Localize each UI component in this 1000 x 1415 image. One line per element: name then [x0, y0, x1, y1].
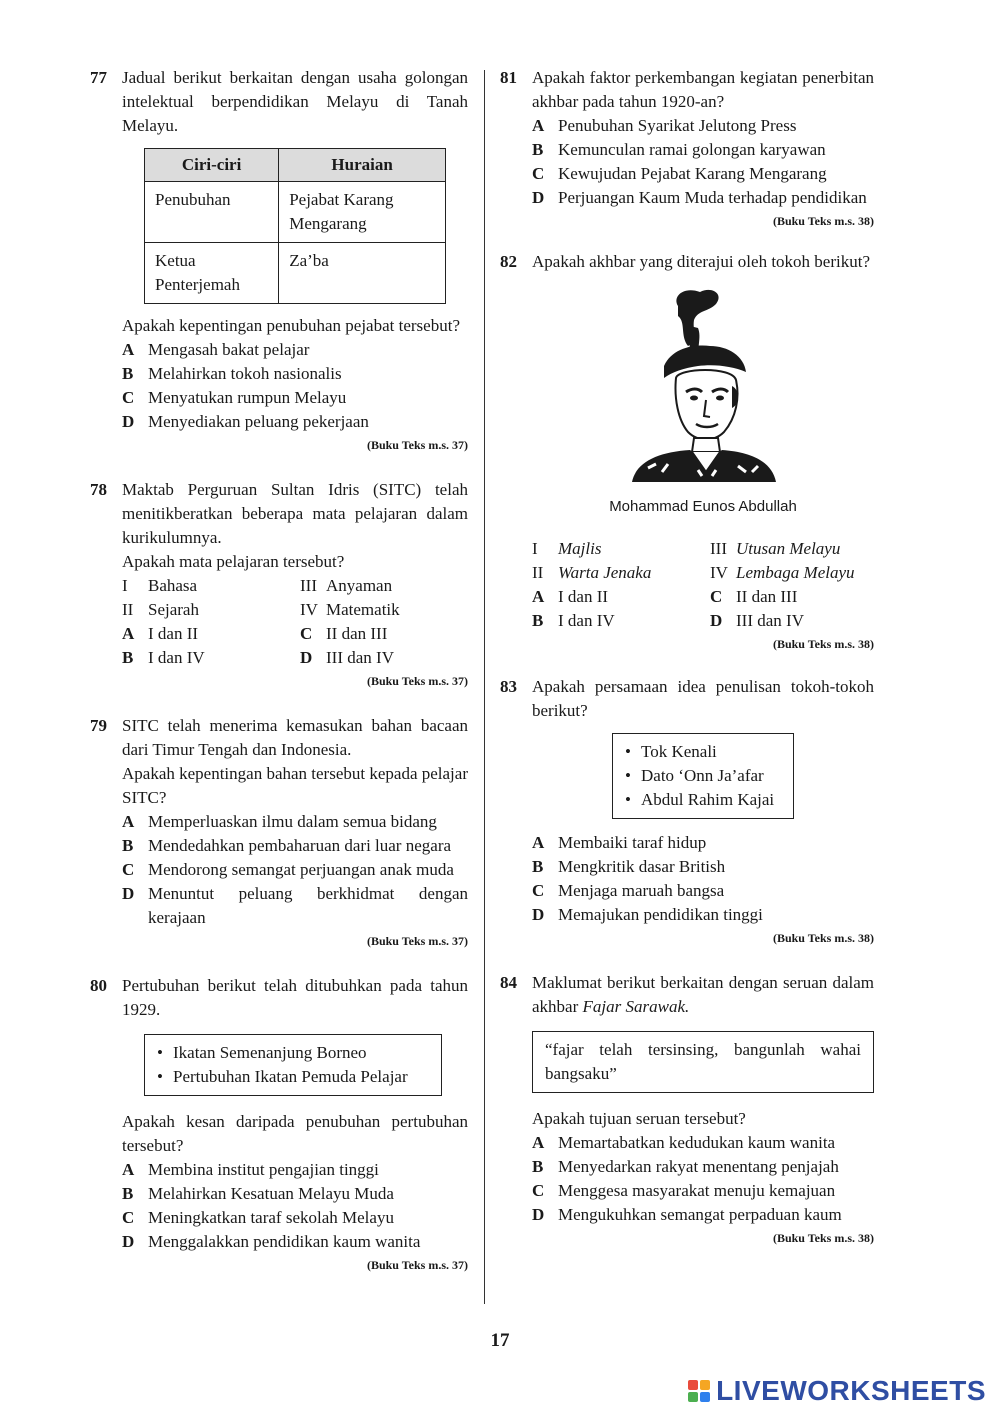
option-letter: D [532, 1205, 545, 1224]
option-text: Mengukuhkan semangat perpaduan kaum [558, 1205, 842, 1224]
left-column [90, 66, 468, 1274]
statement-text: Warta Jenaka [558, 563, 652, 582]
portrait-image [532, 286, 874, 519]
option-letter: B [532, 611, 544, 630]
option-letter: C [532, 881, 545, 900]
right-column [500, 66, 874, 1247]
option-letter: D [532, 905, 545, 924]
option-letter: B [122, 364, 134, 383]
option-letter: C [710, 587, 723, 606]
option-letter: D [710, 611, 723, 630]
question-number: 80 [90, 976, 107, 995]
option-text: Memartabatkan kedudukan kaum wanita [558, 1133, 836, 1152]
option-letter: C [122, 860, 135, 879]
option-text: Perjuangan Kaum Muda terhadap pendidikan [558, 188, 867, 207]
table-cell: Ketua Penterjemah [145, 243, 279, 304]
table-cell: Za’ba [279, 243, 446, 304]
option-letter: C [300, 624, 313, 643]
question-number: 83 [500, 677, 517, 696]
portrait-illustration [628, 286, 778, 482]
question-stem: Apakah persamaan idea penulisan tokoh-tokoh berikut? [532, 677, 874, 720]
table-cell: Penubuhan [145, 182, 279, 243]
logo-square [700, 1392, 710, 1402]
option-a[interactable] [122, 1158, 468, 1182]
option-text: Mendedahkan pembaharuan dari luar negara [148, 836, 452, 855]
option-b[interactable] [532, 1155, 874, 1179]
question-text: Apakah kesan daripada penubuhan pertubuhan tersebut? [122, 1112, 468, 1155]
question-stem: Apakah faktor perkembangan kegiatan penerbitan akhbar pada tahun 1920-an? [532, 68, 874, 111]
option-text: Mendorong semangat perjuangan anak muda [148, 860, 454, 879]
option-a[interactable] [122, 810, 468, 834]
option-text: Melahirkan Kesatuan Melayu Muda [148, 1184, 394, 1203]
option-b[interactable] [532, 609, 710, 633]
question-text: Apakah tujuan seruan tersebut? [532, 1109, 746, 1128]
option-text: III dan IV [736, 611, 804, 630]
textbook-reference: (Buku Teks m.s. 38) [772, 214, 874, 228]
question-text: Apakah kepentingan bahan tersebut kepada pelajar SITC? [122, 764, 468, 807]
option-c[interactable] [122, 1206, 468, 1230]
option-letter: C [532, 164, 545, 183]
organisation-box [144, 1034, 442, 1096]
statement-text: Bahasa [148, 576, 198, 595]
portrait-caption: Mohammad Eunos Abdullah [609, 498, 797, 515]
option-letter: A [532, 1133, 545, 1152]
question-number: 81 [500, 68, 517, 87]
option-letter: B [532, 857, 544, 876]
option-letter: B [122, 648, 134, 667]
newspaper-name: Fajar Sarawak. [582, 997, 690, 1016]
option-letter: D [122, 1232, 135, 1251]
stem-text: Maklumat berikut berkaitan dengan seruan dalam akhbar [532, 973, 874, 1016]
option-letter: B [122, 1184, 134, 1203]
statement-item [710, 561, 874, 585]
question-stem: Jadual berikut berkaitan dengan usaha golongan intelektual berpendidikan Melayu di Tanah Melayu. [122, 68, 468, 135]
statement-numeral: I [532, 539, 538, 558]
question-79 [90, 714, 468, 950]
option-b[interactable] [532, 855, 874, 879]
textbook-reference: (Buku Teks m.s. 38) [772, 637, 874, 651]
option-letter: D [122, 884, 135, 903]
table-header: Huraian [279, 149, 446, 182]
option-letter: A [122, 624, 135, 643]
option-b[interactable] [122, 646, 300, 670]
box-item: • Dato ‘Onn Ja’afar [625, 764, 781, 788]
question-number: 79 [90, 716, 107, 735]
page-number: 17 [490, 1330, 510, 1351]
option-letter: C [122, 388, 135, 407]
textbook-reference: (Buku Teks m.s. 38) [772, 1231, 874, 1245]
statement-item [532, 561, 710, 585]
option-text: II dan III [736, 587, 798, 606]
option-text: Menyedarkan rakyat menentang penjajah [558, 1157, 839, 1176]
figures-box [612, 733, 794, 819]
question-number: 78 [90, 480, 107, 499]
option-text: Meningkatkan taraf sekolah Melayu [148, 1208, 394, 1227]
statement-numeral: III [300, 576, 317, 595]
question-78 [90, 478, 468, 690]
option-text: I dan II [558, 587, 609, 606]
option-text: Menyediakan peluang pekerjaan [148, 412, 369, 431]
question-text: Apakah kepentingan penubuhan pejabat tersebut? [122, 316, 460, 335]
option-a[interactable] [532, 585, 710, 609]
statement-list [532, 537, 874, 633]
option-text: Menjaga maruah bangsa [558, 881, 725, 900]
option-text: I dan IV [558, 611, 615, 630]
option-text: I dan II [148, 624, 199, 643]
option-text: II dan III [326, 624, 388, 643]
statement-item [300, 598, 468, 622]
option-text: Penubuhan Syarikat Jelutong Press [558, 116, 797, 135]
option-text: Memajukan pendidikan tinggi [558, 905, 763, 924]
option-c[interactable] [532, 879, 874, 903]
option-text: Menggalakkan pendidikan kaum wanita [148, 1232, 421, 1251]
statement-text: Anyaman [326, 576, 393, 595]
option-c[interactable] [532, 1179, 874, 1203]
question-stem: Maktab Perguruan Sultan Idris (SITC) telah menitikberatkan beberapa mata pelajaran dalam kurikulumnya. [122, 480, 468, 547]
question-77 [90, 66, 468, 454]
question-82 [500, 250, 874, 653]
question-stem: Apakah akhbar yang diterajui oleh tokoh berikut? [532, 252, 870, 271]
option-b[interactable] [122, 1182, 468, 1206]
option-c[interactable] [122, 858, 468, 882]
option-text: Kemunculan ramai golongan karyawan [558, 140, 826, 159]
option-a[interactable] [532, 114, 874, 138]
option-d[interactable] [532, 1203, 874, 1227]
question-stem: SITC telah menerima kemasukan bahan bacaan dari Timur Tengah dan Indonesia. [122, 716, 468, 759]
table-header: Ciri-ciri [145, 149, 279, 182]
option-letter: C [122, 1208, 135, 1227]
option-b[interactable] [122, 362, 468, 386]
question-number: 77 [90, 68, 107, 87]
question-81 [500, 66, 874, 230]
statement-numeral: II [532, 563, 544, 582]
box-item: • Pertubuhan Ikatan Pemuda Pelajar [157, 1065, 429, 1089]
question-text: Apakah mata pelajaran tersebut? [122, 552, 345, 571]
option-text: Mengkritik dasar British [558, 857, 726, 876]
logo-square [688, 1392, 698, 1402]
option-text: Membina institut pengajian tinggi [148, 1160, 379, 1179]
option-b[interactable] [122, 834, 468, 858]
question-stem [532, 971, 874, 1019]
option-d[interactable] [122, 410, 468, 434]
option-letter: D [122, 412, 135, 431]
textbook-reference: (Buku Teks m.s. 37) [366, 674, 468, 688]
option-c[interactable] [122, 386, 468, 410]
statement-numeral: II [122, 600, 134, 619]
option-d[interactable] [532, 186, 874, 210]
option-letter: A [122, 812, 135, 831]
option-c[interactable] [532, 162, 874, 186]
option-a[interactable] [532, 831, 874, 855]
option-a[interactable] [532, 1131, 874, 1155]
option-d[interactable] [122, 1230, 468, 1254]
option-letter: A [122, 1160, 135, 1179]
statement-list [122, 574, 468, 670]
option-letter: D [532, 188, 545, 207]
statement-numeral: IV [710, 563, 728, 582]
box-item: • Abdul Rahim Kajai [625, 788, 781, 812]
option-letter: B [122, 836, 134, 855]
option-c[interactable] [300, 622, 468, 646]
question-83 [500, 675, 874, 947]
statement-item [122, 598, 300, 622]
statement-item [300, 574, 468, 598]
option-letter: A [532, 587, 545, 606]
option-d[interactable] [122, 882, 468, 930]
brand-icon [688, 1380, 710, 1402]
option-letter: A [532, 833, 545, 852]
statement-text: Matematik [326, 600, 400, 619]
table-row [145, 243, 446, 304]
info-table [144, 148, 446, 304]
question-80 [90, 974, 468, 1274]
option-letter: C [532, 1181, 545, 1200]
box-item: • Ikatan Semenanjung Borneo [157, 1041, 429, 1065]
table-cell: Pejabat Karang Mengarang [279, 182, 446, 243]
option-letter: A [122, 340, 135, 359]
liveworksheets-logo[interactable] [688, 1375, 986, 1407]
option-text: Menyatukan rumpun Melayu [148, 388, 347, 407]
logo-square [688, 1380, 698, 1390]
textbook-reference: (Buku Teks m.s. 37) [366, 934, 468, 948]
statement-text: Utusan Melayu [736, 539, 841, 558]
statement-text: Sejarah [148, 600, 199, 619]
box-item: • Tok Kenali [625, 740, 781, 764]
statement-numeral: IV [300, 600, 318, 619]
table-row [145, 182, 446, 243]
column-divider [484, 70, 485, 1304]
option-letter: A [532, 116, 545, 135]
statement-item [710, 537, 874, 561]
brand-text: LIVEWORKSHEETS [716, 1375, 986, 1406]
option-c[interactable] [710, 585, 874, 609]
textbook-reference: (Buku Teks m.s. 37) [366, 1258, 468, 1272]
option-d[interactable] [300, 646, 468, 670]
option-text: Membaiki taraf hidup [558, 833, 707, 852]
option-text: Kewujudan Pejabat Karang Mengarang [558, 164, 827, 183]
option-letter: D [300, 648, 313, 667]
option-letter: B [532, 140, 544, 159]
textbook-reference: (Buku Teks m.s. 37) [366, 438, 468, 452]
statement-item [122, 574, 300, 598]
statement-item [532, 537, 710, 561]
option-text: Melahirkan tokoh nasionalis [148, 364, 342, 383]
option-d[interactable] [710, 609, 874, 633]
question-number: 82 [500, 252, 517, 271]
quote-box: “fajar telah tersinsing, bangunlah wahai bangsaku” [532, 1031, 874, 1093]
option-letter: B [532, 1157, 544, 1176]
statement-text: Lembaga Melayu [736, 563, 855, 582]
option-b[interactable] [532, 138, 874, 162]
option-text: Menuntut peluang berkhidmat dengan kerajaan [148, 884, 468, 927]
option-text: Memperluaskan ilmu dalam semua bidang [148, 812, 437, 831]
statement-numeral: I [122, 576, 128, 595]
option-text: Menggesa masyarakat menuju kemajuan [558, 1181, 836, 1200]
question-stem: Pertubuhan berikut telah ditubuhkan pada tahun 1929. [122, 976, 468, 1019]
option-a[interactable] [122, 338, 468, 362]
option-text: III dan IV [326, 648, 394, 667]
statement-text: Majlis [558, 539, 602, 558]
option-text: I dan IV [148, 648, 205, 667]
logo-square [700, 1380, 710, 1390]
option-a[interactable] [122, 622, 300, 646]
option-d[interactable] [532, 903, 874, 927]
statement-numeral: III [710, 539, 727, 558]
option-text: Mengasah bakat pelajar [148, 340, 310, 359]
question-number: 84 [500, 973, 517, 992]
question-84 [500, 971, 874, 1247]
textbook-reference: (Buku Teks m.s. 38) [772, 931, 874, 945]
